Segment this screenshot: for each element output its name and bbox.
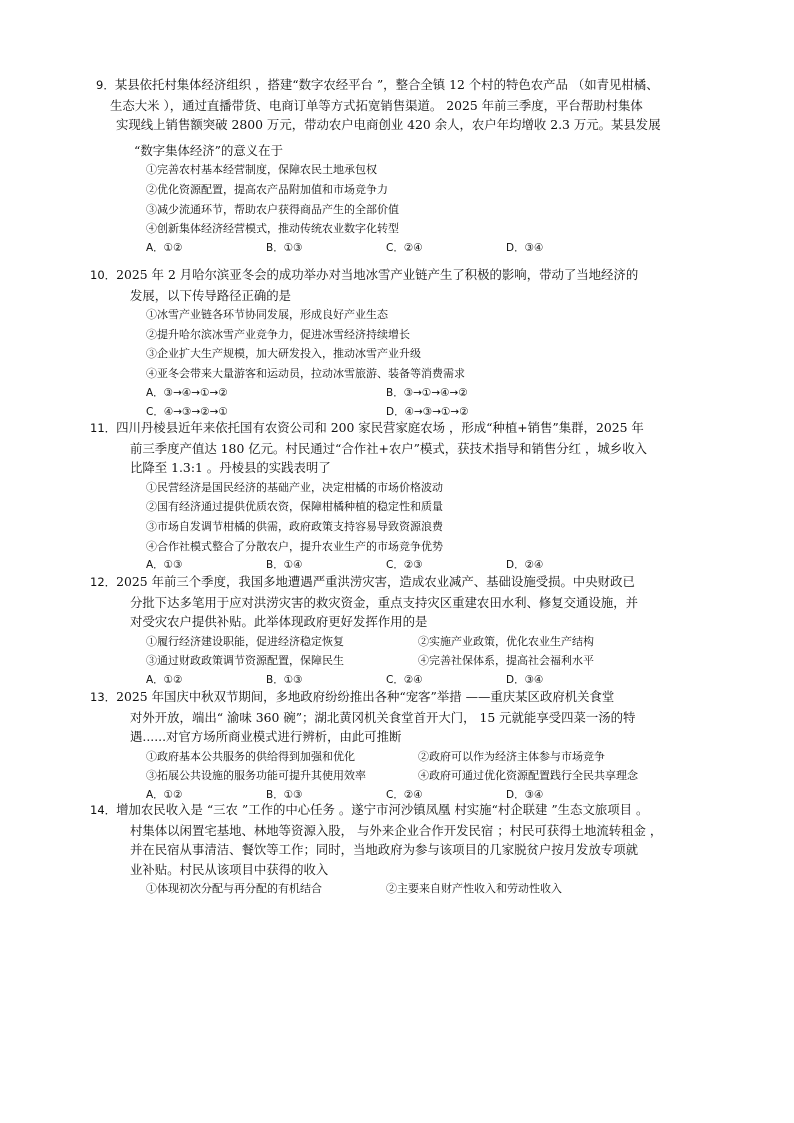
answer-d[interactable]: D．③④ xyxy=(506,788,544,801)
stem-line: 前三季度产值达 180 亿元。村民通过“合作社+农户”模式，获技术指导和销售分红 ，城乡收入 xyxy=(130,440,647,456)
question-stem xyxy=(90,265,700,305)
option-item: ②实施产业政策，优化农业生产结构 xyxy=(418,634,594,648)
option-item: ②政府可以作为经济主体参与市场竞争 xyxy=(418,749,605,763)
answer-b[interactable]: B．③→①→④→② xyxy=(386,386,468,399)
question-12 xyxy=(90,572,700,691)
question-11 xyxy=(90,418,700,576)
option-item: ③通过财政政策调节资源配置，保障民生 xyxy=(146,654,344,668)
answer-c[interactable]: C．②③ xyxy=(386,559,423,572)
option-item: ④创新集体经济经营模式，推动传统农业数字化转型 xyxy=(146,222,399,236)
option-list xyxy=(110,478,700,556)
option-item: ④完善社保体系，提高社会福利水平 xyxy=(418,654,594,668)
question-stem xyxy=(90,800,700,879)
stem-line: 实现线上销售额突破 2800 万元，带动农户电商创业 420 余人，农户年均增收 2.3 万元。某县发展 xyxy=(116,117,661,133)
stem-line: 10．2025 年 2 月哈尔滨亚冬会的成功举办对当地冰雪产业链产生了积极的影响，带动了当地经济的 xyxy=(90,267,639,282)
stem-line: 13．2025 年国庆中秋双节期间，多地政府纷纷推出各种“宠客”举措 ——重庆某区政府机关食堂 xyxy=(90,689,615,704)
stem-line: 村集体以闲置宅基地、林地等资源入股， 与外来企业合作开发民宿 ；村民可获得土地流转租金 ， xyxy=(130,822,663,838)
question-stem xyxy=(90,687,700,747)
option-item: ①冰雪产业链各环节协同发展，形成良好产业生态 xyxy=(146,308,388,322)
option-item: ④政府可通过优化资源配置践行全民共享理念 xyxy=(418,769,638,783)
answer-a[interactable]: A．③→④→①→② xyxy=(146,386,228,399)
option-item: ②主要来自财产性收入和劳动性收入 xyxy=(386,882,562,896)
stem-line: 12．2025 年前三个季度，我国多地遭遇严重洪涝灾害，造成农业减产、基础设施受损。中央财政已 xyxy=(90,574,635,589)
answer-d[interactable]: D．③④ xyxy=(506,673,544,686)
stem-line: 比降至 1.3:1 。丹棱县的实践表明了 xyxy=(130,460,331,476)
answer-c[interactable]: C．②④ xyxy=(386,241,423,254)
option-item: ①履行经济建设职能，促进经济稳定恢复 xyxy=(146,634,344,648)
stem-line: 对受灾农户提供补贴。此举体现政府更好发挥作用的是 xyxy=(130,614,428,630)
question-number: 10． xyxy=(90,268,117,282)
option-item: ③市场自发调节柑橘的供需，政府政策支持容易导致资源浪费 xyxy=(146,519,443,533)
option-row xyxy=(110,766,700,786)
question-10 xyxy=(90,265,700,423)
answer-b[interactable]: B．①③ xyxy=(266,241,303,254)
answer-b[interactable]: B．①④ xyxy=(266,559,303,572)
answer-d[interactable]: D．④→③→①→② xyxy=(386,406,469,419)
stem-line: 并在民宿从事清洁、餐饮等工作；同时，当地政府为参与该项目的几家脱贫户按月发放专项就 xyxy=(130,842,639,858)
stem-line: 生态大米 ），通过直播带货、电商订单等方式拓宽销售渠道。 2025 年前三季度，平台帮助村集体 xyxy=(110,97,643,113)
option-row xyxy=(110,651,700,671)
answer-c[interactable]: C．②④ xyxy=(386,673,423,686)
option-list xyxy=(110,160,700,238)
question-number: 13． xyxy=(90,690,117,704)
answer-a[interactable]: A．①② xyxy=(146,673,183,686)
option-item: ③拓展公共设施的服务功能可提升其使用效率 xyxy=(146,769,366,783)
stem-line: 业补贴。村民从该项目中获得的收入 xyxy=(130,861,329,877)
question-9 xyxy=(96,75,700,258)
question-number: 12． xyxy=(90,575,117,589)
option-item: ②国有经济通过提供优质农资，保障柑橘种植的稳定性和质量 xyxy=(146,500,443,514)
answer-a[interactable]: A．①② xyxy=(146,788,183,801)
option-row xyxy=(110,632,700,652)
stem-line: 分批下达多笔用于应对洪涝灾害的救灾资金，重点支持灾区重建农田水利、修复交通设施，并 xyxy=(130,594,639,610)
question-number: 11． xyxy=(90,421,117,435)
option-item: ③企业扩大生产规模，加大研发投入，推动冰雪产业升级 xyxy=(146,347,421,361)
stem-line: 9．某县依托村集体经济组织 ，搭建“数字农经平台 ”，整合全镇 12 个村的特色农产品 （如青见柑橘、 xyxy=(96,77,659,92)
answer-c[interactable]: C．④→③→②→① xyxy=(146,406,228,419)
option-item: ①体现初次分配与再分配的有机结合 xyxy=(146,882,322,896)
option-item: ①民营经济是国民经济的基础产业，决定柑橘的市场价格波动 xyxy=(146,480,443,494)
answer-a[interactable]: A．①② xyxy=(146,241,183,254)
question-number: 9． xyxy=(96,78,115,92)
answer-choices xyxy=(110,239,700,259)
option-item: ②优化资源配置，提高农产品附加值和市场竞争力 xyxy=(146,182,388,196)
stem-line: 对外开放，端出“ 渝味 360 碗”；湖北黄冈机关食堂首开大门， 15 元就能享受四菜一汤的特 xyxy=(130,709,636,725)
question-number: 14． xyxy=(90,803,117,817)
stem-line: 14．增加农民收入是 “三农 ”工作的中心任务 。遂宁市河沙镇凤凰 村实施“村企联建 ”生态文旅项目 。 xyxy=(90,802,649,817)
option-row xyxy=(110,747,700,767)
option-item: ①政府基本公共服务的供给得到加强和优化 xyxy=(146,749,355,763)
stem-line: 遇......对官方场所商业模式进行辨析，由此可推断 xyxy=(130,729,402,745)
answer-c[interactable]: C．②④ xyxy=(386,788,423,801)
answer-choices xyxy=(110,384,700,404)
stem-line: 发展，以下传导路径正确的是 xyxy=(130,287,292,303)
option-item: ①完善农村基本经营制度，保障农民土地承包权 xyxy=(146,163,377,177)
answer-d[interactable]: D．③④ xyxy=(506,241,544,254)
question-14 xyxy=(90,800,700,899)
answer-b[interactable]: B．①③ xyxy=(266,788,303,801)
option-list xyxy=(110,305,700,383)
stem-line: 11．四川丹棱县近年来依托国有农资公司和 200 家民营家庭农场 ，形成“种植+销售”集群，2025 年 xyxy=(90,420,644,435)
question-stem xyxy=(96,75,700,160)
question-13 xyxy=(90,687,700,806)
stem-line: “数字集体经济”的意义在于 xyxy=(134,142,283,158)
answer-b[interactable]: B．①③ xyxy=(266,673,303,686)
question-stem xyxy=(90,418,700,478)
question-stem xyxy=(90,572,700,632)
option-row xyxy=(110,879,700,899)
option-item: ②提升哈尔滨冰雪产业竞争力，促进冰雪经济持续增长 xyxy=(146,327,410,341)
answer-d[interactable]: D．②④ xyxy=(506,559,544,572)
option-item: ④亚冬会带来大量游客和运动员，拉动冰雪旅游、装备等消费需求 xyxy=(146,366,465,380)
option-item: ③减少流通环节，帮助农户获得商品产生的全部价值 xyxy=(146,202,399,216)
answer-a[interactable]: A．①③ xyxy=(146,559,183,572)
option-item: ④合作社模式整合了分散农户，提升农业生产的市场竞争优势 xyxy=(146,539,443,553)
